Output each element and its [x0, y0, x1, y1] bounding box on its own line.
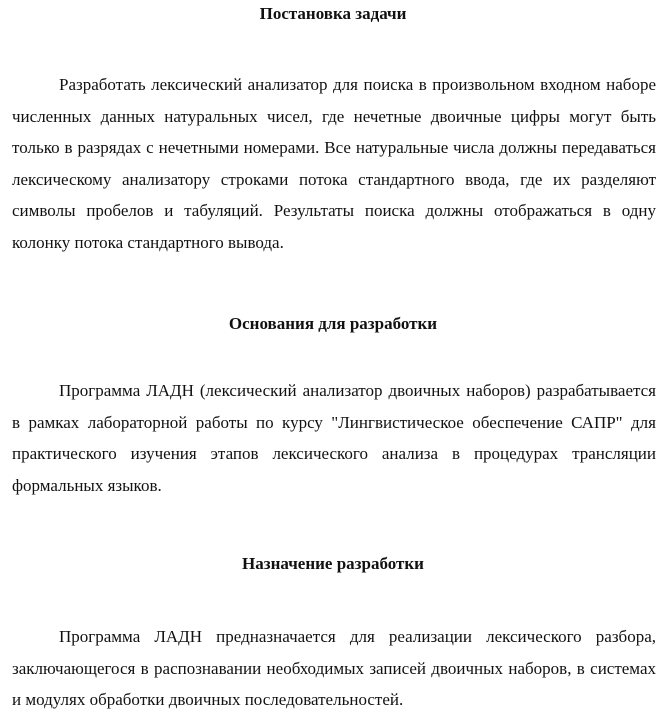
section-heading-problem-statement: Постановка задачи: [259, 4, 407, 23]
section-paragraph-development-purpose: Программа ЛАДН предназначается для реализации лексического разбора, заключающегося в распознавании необходимых записей двоичных наборов, в системах и модулях обработки двоичных последовательностей.: [12, 627, 656, 709]
section-heading-development-grounds: Основания для разработки: [228, 314, 438, 333]
section-paragraph-development-grounds: Программа ЛАДН (лексический анализатор двоичных наборов) разрабатывается в рамках лабораторной работы по курсу "Лингвистическое обеспечение САПР" для практического изучения этапов лексического анализа в процедурах трансляции формальных языков.: [12, 381, 656, 495]
section-paragraph-problem-statement: Разработать лексический анализатор для поиска в произвольном входном наборе численных данных натуральных чисел, где нечетные двоичные цифры могут быть только в разрядах с нечетными номерами. Все натуральные числа должны передаваться лексическому анализатору строками потока стандартного ввода, где их разделяют символы пробелов и табуляций. Результаты поиска должны отображаться в одну колонку потока стандартного вывода.: [12, 75, 656, 252]
section-heading-development-purpose: Назначение разработки: [242, 554, 424, 573]
